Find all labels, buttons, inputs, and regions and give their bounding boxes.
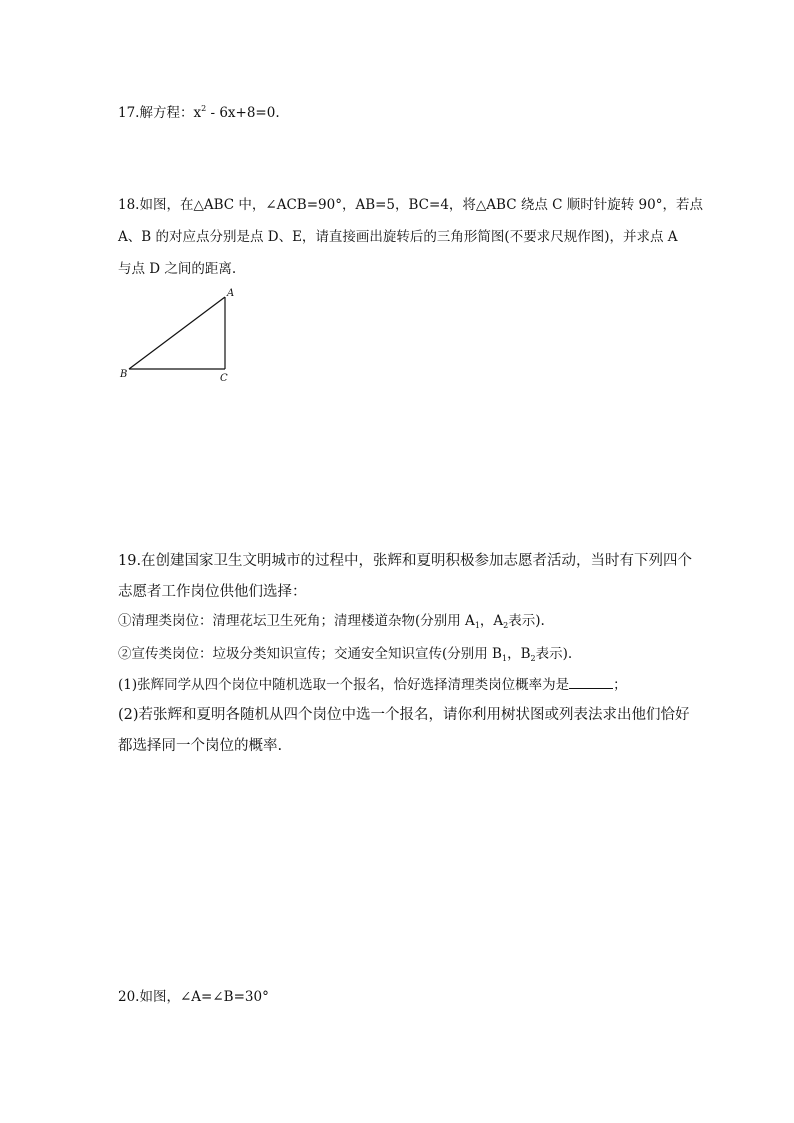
- q19-line-5: [118, 676, 627, 694]
- q19-line-3-mid: ，A: [479, 613, 504, 629]
- side-ab: [129, 297, 225, 369]
- triangle-abc-figure: [110, 282, 250, 387]
- q19-line-6: (2)若张辉和夏明各随机从四个岗位中选一个报名，请你利用树状图或列表法求出他们恰好: [118, 707, 690, 723]
- q19-line-5-text: (1)张辉同学从四个岗位中随机选取一个报名，恰好选择清理类岗位概率为是: [118, 677, 570, 693]
- q19-line-7: 都选择同一个岗位的概率.: [118, 738, 283, 754]
- q19-line-4-end: 表示).: [535, 646, 573, 662]
- q19-line-5-end: ；: [613, 677, 627, 693]
- question-17: [118, 104, 280, 122]
- label-b: B: [120, 369, 128, 380]
- q19-line-3-sub-1: 1: [474, 621, 480, 630]
- q18-line-2: A、B 的对应点分别是点 D、E，请直接画出旋转后的三角形简图(不要求尺规作图)，并求点 A: [118, 229, 678, 245]
- q19-line-3-text: ①清理类岗位：清理花坛卫生死角；清理楼道杂物(分别用 A: [118, 613, 475, 629]
- q19-line-3-end: 表示).: [508, 613, 545, 629]
- q19-line-4-sub-1: 1: [501, 654, 508, 663]
- q20-line-1: 20.如图，∠A=∠B=30°: [118, 989, 269, 1005]
- label-a: A: [227, 288, 235, 299]
- q19-line-2: 志愿者工作岗位供他们选择：: [118, 584, 307, 600]
- q19-line-4-sub-2: 2: [530, 654, 536, 663]
- q17-prefix: 17.解方程：x: [118, 105, 202, 121]
- q19-line-4: [118, 645, 572, 663]
- q19-line-1: 19.在创建国家卫生文明城市的过程中，张辉和夏明积极参加志愿者活动，当时有下列四个: [118, 553, 693, 569]
- answer-blank[interactable]: [569, 676, 613, 689]
- label-c: C: [220, 373, 228, 384]
- q17-exponent: 2: [201, 104, 207, 113]
- q19-line-4-mid: ，B: [507, 646, 531, 662]
- q19-line-4-text: ②宣传类岗位：垃圾分类知识宣传；交通安全知识宣传(分别用 B: [118, 646, 502, 662]
- q19-line-3: [118, 612, 545, 630]
- q17-suffix: - 6x+8=0.: [206, 105, 280, 121]
- q18-line-1: 18.如图，在△ABC 中，∠ACB=90°，AB=5，BC=4，将△ABC 绕点 C 顺时针旋转 90°，若点: [118, 197, 703, 213]
- q19-line-3-sub-2: 2: [503, 621, 509, 630]
- q18-line-3: 与点 D 之间的距离.: [118, 261, 237, 277]
